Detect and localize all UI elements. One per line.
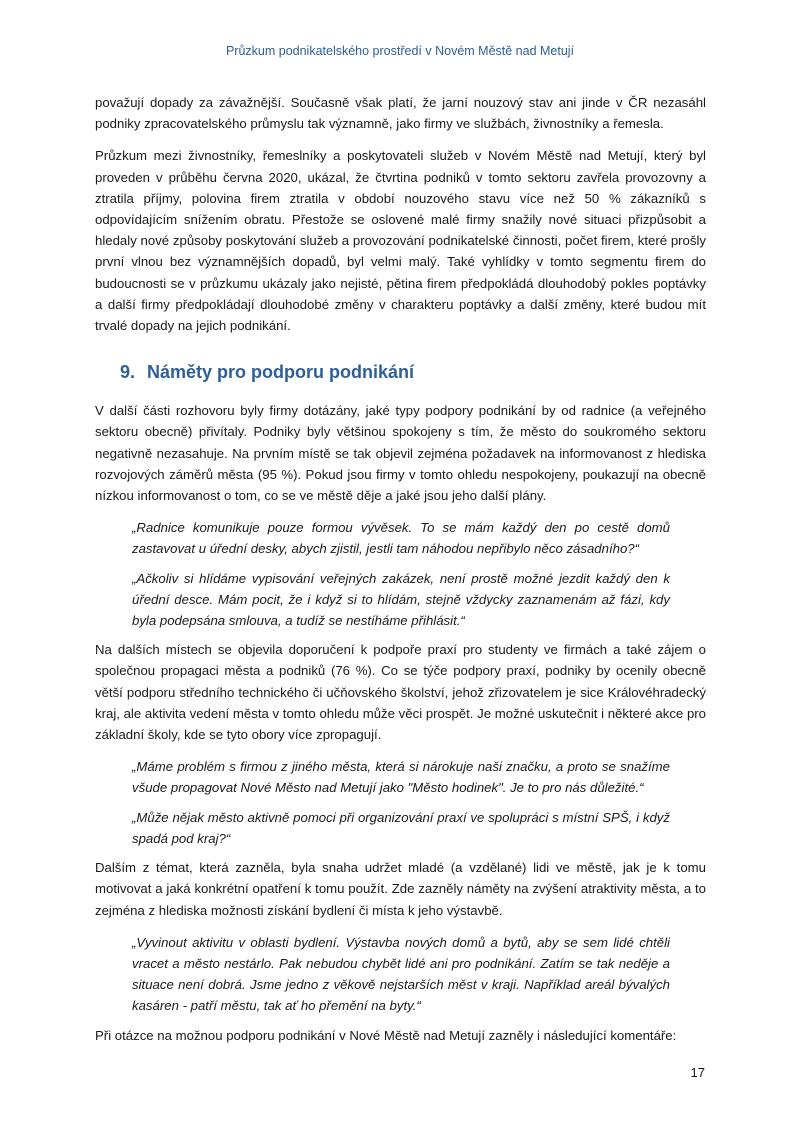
section-title: Náměty pro podporu podnikání — [147, 362, 415, 383]
paragraph: Dalším z témat, která zazněla, byla snaha udržet mladé (a vzdělané) lidi ve městě, jak je k tomu motivovat a jaká konkrétní opatření k tomu použít. Zde zazněly náměty na zvýšení atraktivity města, a to zejména z hlediska možnosti získání bydlení či místa k jeho výstavbě. — [95, 860, 706, 918]
page-number: 17 — [690, 1065, 705, 1080]
paragraph: V další části rozhovoru byly firmy dotázány, jaké typy podpory podnikání by od radnice (a veřejného sektoru obecně) přivítaly. Podniky byly většinou spokojeny s tím, že město do soukromého sektoru negativně nezasahuje. Na prvním místě se tak objevil zejména požadavek na informovanost z hlediska rozvojových záměrů města (95 %). Pokud jsou firmy v tomto ohledu nespokojeny, poukazují na obecně nízkou informovanost o tom, co se ve městě děje a jaké jsou jeho další plány. — [95, 403, 706, 504]
page-content — [95, 92, 706, 1057]
section-heading — [120, 362, 706, 383]
section-number: 9. — [120, 362, 136, 383]
paragraph: Průzkum mezi živnostníky, řemeslníky a poskytovateli služeb v Novém Městě nad Metují, který byl proveden v průběhu června 2020, ukázal, že čtvrtina podniků v tomto sektoru zavřela provozovny a ztratila příjmy, polovina firem ztratila v období nouzového stavu více než 50 % zákazníků s odpovídajícím snížením obratu. Přestože se oslovené malé firmy snažily nové situaci přizpůsobit a hledaly nové způsoby poskytování služeb a provozování podnikatelské činnosti, počet firem, které prošly první vlnou bez významnějších dopadů, byl velmi malý. Také vyhlídky v tomto segmentu firem do budoucnosti se v průzkumu ukázaly jako nejisté, pětina firem předpokládá dlouhodobý pokles poptávky a další firmy předpokládají dlouhodobé změny v charakteru poptávky a další změny, které budou mít trvalé dopady na jejich podnikání. — [95, 148, 706, 334]
quote: „Radnice komunikuje pouze formou vývěsek. To se mám každý den po cestě domů zastavovat u úřední desky, abych zjistil, jestli tam náhodou nepřibylo něco zásadního?“ — [132, 520, 670, 557]
quote: „Může nějak město aktivně pomoci při organizování praxí ve spolupráci s místní SPŠ, i když spadá pod kraj?“ — [132, 809, 670, 846]
quote: „Máme problém s firmou z jiného města, která si nárokuje naši značku, a proto se snažíme všude propagovat Nové Město nad Metují jako "Město hodinek". Je to pro nás důležité.“ — [132, 759, 670, 796]
quote: „Vyvinout aktivitu v oblasti bydlení. Výstavba nových domů a bytů, aby se sem lidé chtěli vracet a město nestárlo. Pak nebudou chybět lidé ani pro podnikání. Zatím se tak neděje a situace není dobrá. Jsme jedno z věkově nejstarších měst v kraji. Například areál bývalých kasáren - patří městu, tak ať ho přemění na byty.“ — [132, 934, 670, 1014]
paragraph: považují dopady za závažnější. Současně však platí, že jarní nouzový stav ani jinde v ČR nezasáhl podniky zpracovatelského průmyslu tak významně, jako firmy ve službách, živnostníky a řemesla. — [95, 95, 706, 132]
quote: „Ačkoliv si hlídáme vypisování veřejných zakázek, není prostě možné jezdit každý den k úřední desce. Mám pocit, že i když si to hlídám, stejně vždycky zaznamenám až fázi, kdy byla podepsána smlouva, a tudíž se nestíháme přihlásit.“ — [132, 570, 670, 629]
paragraph: Při otázce na možnou podporu podnikání v Nové Městě nad Metují zazněly i následující komentáře: — [95, 1027, 677, 1043]
running-header: Průzkum podnikatelského prostředí v Novém Městě nad Metují — [225, 44, 575, 58]
paragraph: Na dalších místech se objevila doporučení k podpoře praxí pro studenty ve firmách a také zájem o společnou propagaci města a podniků (76 %). Co se týče podpory praxí, podniky by ocenily obecně větší podporu středního technického či učňovského školství, jehož zřizovatelem je sice Královéhradecký kraj, ale aktivita vedení města v tomto ohledu může věci prospět. Je možné uskutečnit i některé akce pro základní školy, kde se tyto obory více zpropagují. — [95, 642, 706, 743]
